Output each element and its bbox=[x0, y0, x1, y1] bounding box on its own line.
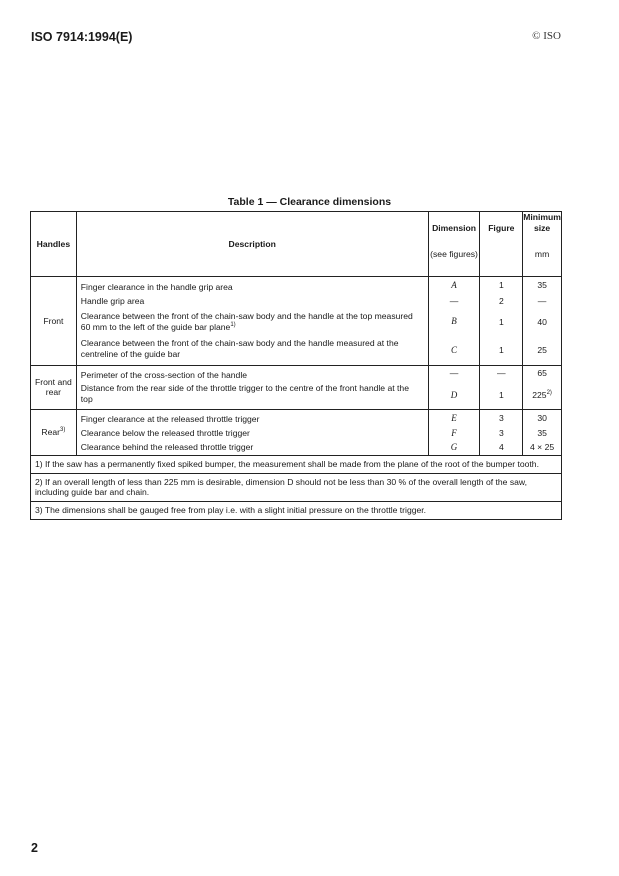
row-description: Clearance between the front of the chain-saw body and the handle at the top measured 60 mm to the left of the guide bar plane$^{1)}$ bbox=[76, 308, 428, 335]
footnote-row bbox=[31, 502, 562, 520]
table-row bbox=[31, 276, 562, 293]
col-header-dimension-sub: (see figures) bbox=[428, 233, 480, 276]
row-figure: 4 bbox=[480, 440, 523, 455]
copyright-notice: © ISO bbox=[532, 30, 561, 42]
table-row bbox=[31, 426, 562, 440]
table-row bbox=[31, 409, 562, 426]
row-figure: 3 bbox=[480, 409, 523, 426]
table-row bbox=[31, 440, 562, 455]
row-description: Perimeter of the cross-section of the handle bbox=[76, 365, 428, 381]
row-description: Finger clearance in the handle grip area bbox=[76, 276, 428, 293]
clearance-table bbox=[30, 211, 562, 520]
row-description: Distance from the rear side of the throttle trigger to the centre of the front handle at the top bbox=[76, 381, 428, 409]
row-min-size: 35 bbox=[523, 426, 562, 440]
row-figure: 1 bbox=[480, 335, 523, 365]
row-dimension: E bbox=[428, 409, 480, 426]
handle-group-front: Front bbox=[31, 276, 77, 365]
table-row bbox=[31, 381, 562, 409]
table-row bbox=[31, 293, 562, 308]
row-figure: 3 bbox=[480, 426, 523, 440]
row-figure: 1 bbox=[480, 276, 523, 293]
row-description: Handle grip area bbox=[76, 293, 428, 308]
row-dimension: — bbox=[428, 365, 480, 381]
row-description: Finger clearance at the released throttle trigger bbox=[76, 409, 428, 426]
row-dimension: A bbox=[428, 276, 480, 293]
row-min-size: 225$^{2)}$ bbox=[523, 381, 562, 409]
footnote-2: 2) If an overall length of less than 225 mm is desirable, dimension D should not be less than 30 % of the overall length of the saw, including guide bar and chain. bbox=[31, 473, 562, 501]
standard-id: ISO 7914:1994(E) bbox=[31, 30, 133, 44]
row-dimension: G bbox=[428, 440, 480, 455]
row-figure: 1 bbox=[480, 381, 523, 409]
footnote-1: 1) If the saw has a permanently fixed spiked bumper, the measurement shall be made from the plane of the root of the bumper tooth. bbox=[31, 455, 562, 473]
row-description: Clearance between the front of the chain-saw body and the handle measured at the centreline of the guide bar bbox=[76, 335, 428, 365]
row-figure: 2 bbox=[480, 293, 523, 308]
row-dimension: C bbox=[428, 335, 480, 365]
row-dimension: B bbox=[428, 308, 480, 335]
col-header-handles: Handles bbox=[31, 212, 77, 277]
col-header-description: Description bbox=[76, 212, 428, 277]
row-min-size: 25 bbox=[523, 335, 562, 365]
col-header-unit: mm bbox=[523, 233, 562, 276]
table-header-row bbox=[31, 212, 562, 234]
row-min-size: 4 × 25 bbox=[523, 440, 562, 455]
footnote-row bbox=[31, 473, 562, 501]
table-title: Table 1 — Clearance dimensions bbox=[227, 196, 392, 208]
table-row bbox=[31, 335, 562, 365]
row-min-size: — bbox=[523, 293, 562, 308]
row-figure: 1 bbox=[480, 308, 523, 335]
row-description: Clearance behind the released throttle trigger bbox=[76, 440, 428, 455]
footnote-3: 3) The dimensions shall be gauged free from play i.e. with a slight initial pressure on the throttle trigger. bbox=[31, 502, 562, 520]
row-dimension: — bbox=[428, 293, 480, 308]
page-number: 2 bbox=[31, 841, 38, 855]
row-figure: — bbox=[480, 365, 523, 381]
table-row bbox=[31, 365, 562, 381]
row-min-size: 65 bbox=[523, 365, 562, 381]
row-min-size: 40 bbox=[523, 308, 562, 335]
table-row bbox=[31, 308, 562, 335]
row-dimension: F bbox=[428, 426, 480, 440]
handle-group-rear: Rear$^{3)}$ bbox=[31, 409, 77, 455]
col-header-dimension: Dimension bbox=[428, 212, 480, 234]
handle-group-front-and-rear: Front and rear bbox=[31, 365, 77, 409]
col-header-figure: Figure bbox=[480, 212, 523, 234]
footnote-row bbox=[31, 455, 562, 473]
row-min-size: 35 bbox=[523, 276, 562, 293]
row-min-size: 30 bbox=[523, 409, 562, 426]
col-header-minimum-size: Minimum size bbox=[523, 212, 561, 233]
row-description: Clearance below the released throttle trigger bbox=[76, 426, 428, 440]
row-dimension: D bbox=[428, 381, 480, 409]
